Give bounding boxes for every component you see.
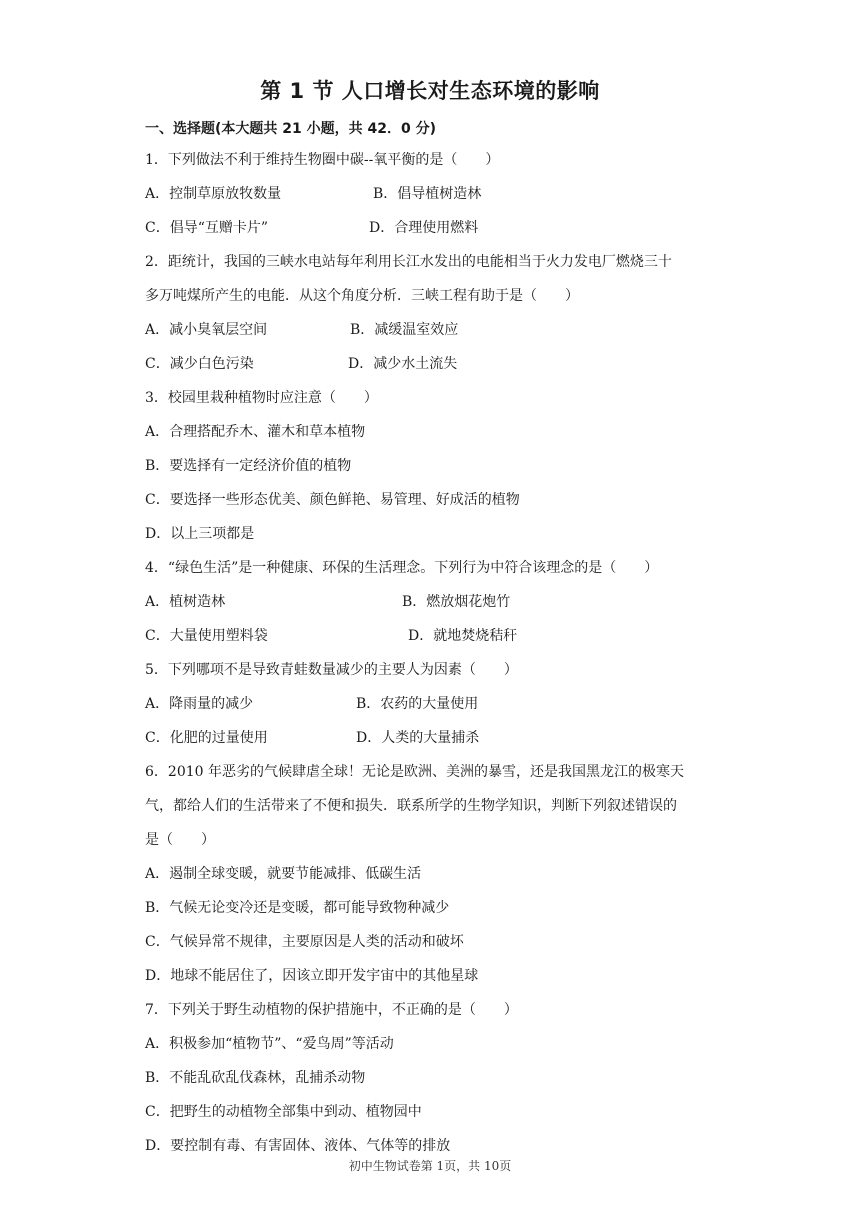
option-c: C．要选择一些形态优美、颜色鲜艳、易管理、好成活的植物 <box>145 492 520 508</box>
option-row <box>145 624 725 658</box>
option-d: D．合理使用燃料 <box>369 220 479 236</box>
option-row <box>145 182 725 216</box>
option-row <box>145 590 725 624</box>
page-title: 第 1 节 人口增长对生态环境的影响 <box>260 79 600 103</box>
question-stem: 是（ ） <box>145 832 215 848</box>
option-b: B．气候无论变冷还是变暖，都可能导致物种减少 <box>145 900 450 916</box>
option-b: B．倡导植树造林 <box>373 186 482 202</box>
question-5 <box>145 658 725 760</box>
option-row <box>145 352 725 386</box>
option-b: B．燃放烟花炮竹 <box>402 594 511 610</box>
option-d: D．减少水土流失 <box>348 356 458 372</box>
option-a: A．遏制全球变暖，就要节能减排、低碳生活 <box>145 866 422 882</box>
option-c: C．大量使用塑料袋 <box>145 628 268 644</box>
question-4 <box>145 556 725 658</box>
option-c: C．化肥的过量使用 <box>145 730 268 746</box>
option-d: D．地球不能居住了，因该立即开发宇宙中的其他星球 <box>145 968 479 984</box>
option-b: B．不能乱砍乱伐森林，乱捕杀动物 <box>145 1070 366 1086</box>
option-a: A．植树造林 <box>145 594 226 610</box>
question-stem: 气，都给人们的生活带来了不便和损失．联系所学的生物学知识，判断下列叙述错误的 <box>145 798 677 814</box>
option-row <box>145 318 725 352</box>
option-c: C．减少白色污染 <box>145 356 254 372</box>
question-2 <box>145 250 725 386</box>
question-1 <box>145 148 725 250</box>
option-b: B．减缓温室效应 <box>350 322 459 338</box>
option-d: D．以上三项都是 <box>145 526 255 542</box>
option-d: D．人类的大量捕杀 <box>356 730 480 746</box>
option-a: A．控制草原放牧数量 <box>145 186 282 202</box>
question-stem: 7．下列关于野生动植物的保护措施中，不正确的是（ ） <box>145 1002 518 1018</box>
option-b: B．要选择有一定经济价值的植物 <box>145 458 352 474</box>
option-a: A．降雨量的减少 <box>145 696 254 712</box>
option-row <box>145 726 725 760</box>
option-a: A．积极参加“植物节”、“爱鸟周”等活动 <box>145 1036 394 1052</box>
option-c: C．把野生的动植物全部集中到动、植物园中 <box>145 1104 422 1120</box>
question-7 <box>145 998 725 1168</box>
option-c: C．气候异常不规律，主要原因是人类的活动和破坏 <box>145 934 464 950</box>
option-c: C．倡导“互赠卡片” <box>145 220 269 236</box>
option-d: D．就地焚烧秸秆 <box>408 628 518 644</box>
question-3 <box>145 386 725 556</box>
question-list <box>145 148 725 1168</box>
question-stem: 多万吨煤所产生的电能．从这个角度分析．三峡工程有助于是（ ） <box>145 288 579 304</box>
option-row <box>145 692 725 726</box>
option-a: A．减小臭氧层空间 <box>145 322 268 338</box>
question-6 <box>145 760 725 998</box>
question-stem: 6．2010 年恶劣的气候肆虐全球！无论是欧洲、美洲的暴雪，还是我国黑龙江的极寒天 <box>145 764 684 780</box>
question-stem: 4．“绿色生活”是一种健康、环保的生活理念。下列行为中符合该理念的是（ ） <box>145 560 659 576</box>
section-heading: 一、选择题(本大题共 21 小题，共 42．0 分) <box>145 121 436 137</box>
option-b: B．农药的大量使用 <box>356 696 479 712</box>
page-footer: 初中生物试卷第 1页，共 10页 <box>348 1159 512 1173</box>
option-row <box>145 216 725 250</box>
question-stem: 5．下列哪项不是导致青蛙数量减少的主要人为因素（ ） <box>145 662 518 678</box>
option-a: A．合理搭配乔木、灌木和草本植物 <box>145 424 366 440</box>
question-stem: 2．距统计，我国的三峡水电站每年利用长江水发出的电能相当于火力发电厂燃烧三十 <box>145 254 672 270</box>
option-d: D．要控制有毒、有害固体、液体、气体等的排放 <box>145 1138 451 1154</box>
question-stem: 3．校园里栽种植物时应注意（ ） <box>145 390 378 406</box>
question-stem: 1．下列做法不利于维持生物圈中碳--氧平衡的是（ ） <box>145 152 500 168</box>
